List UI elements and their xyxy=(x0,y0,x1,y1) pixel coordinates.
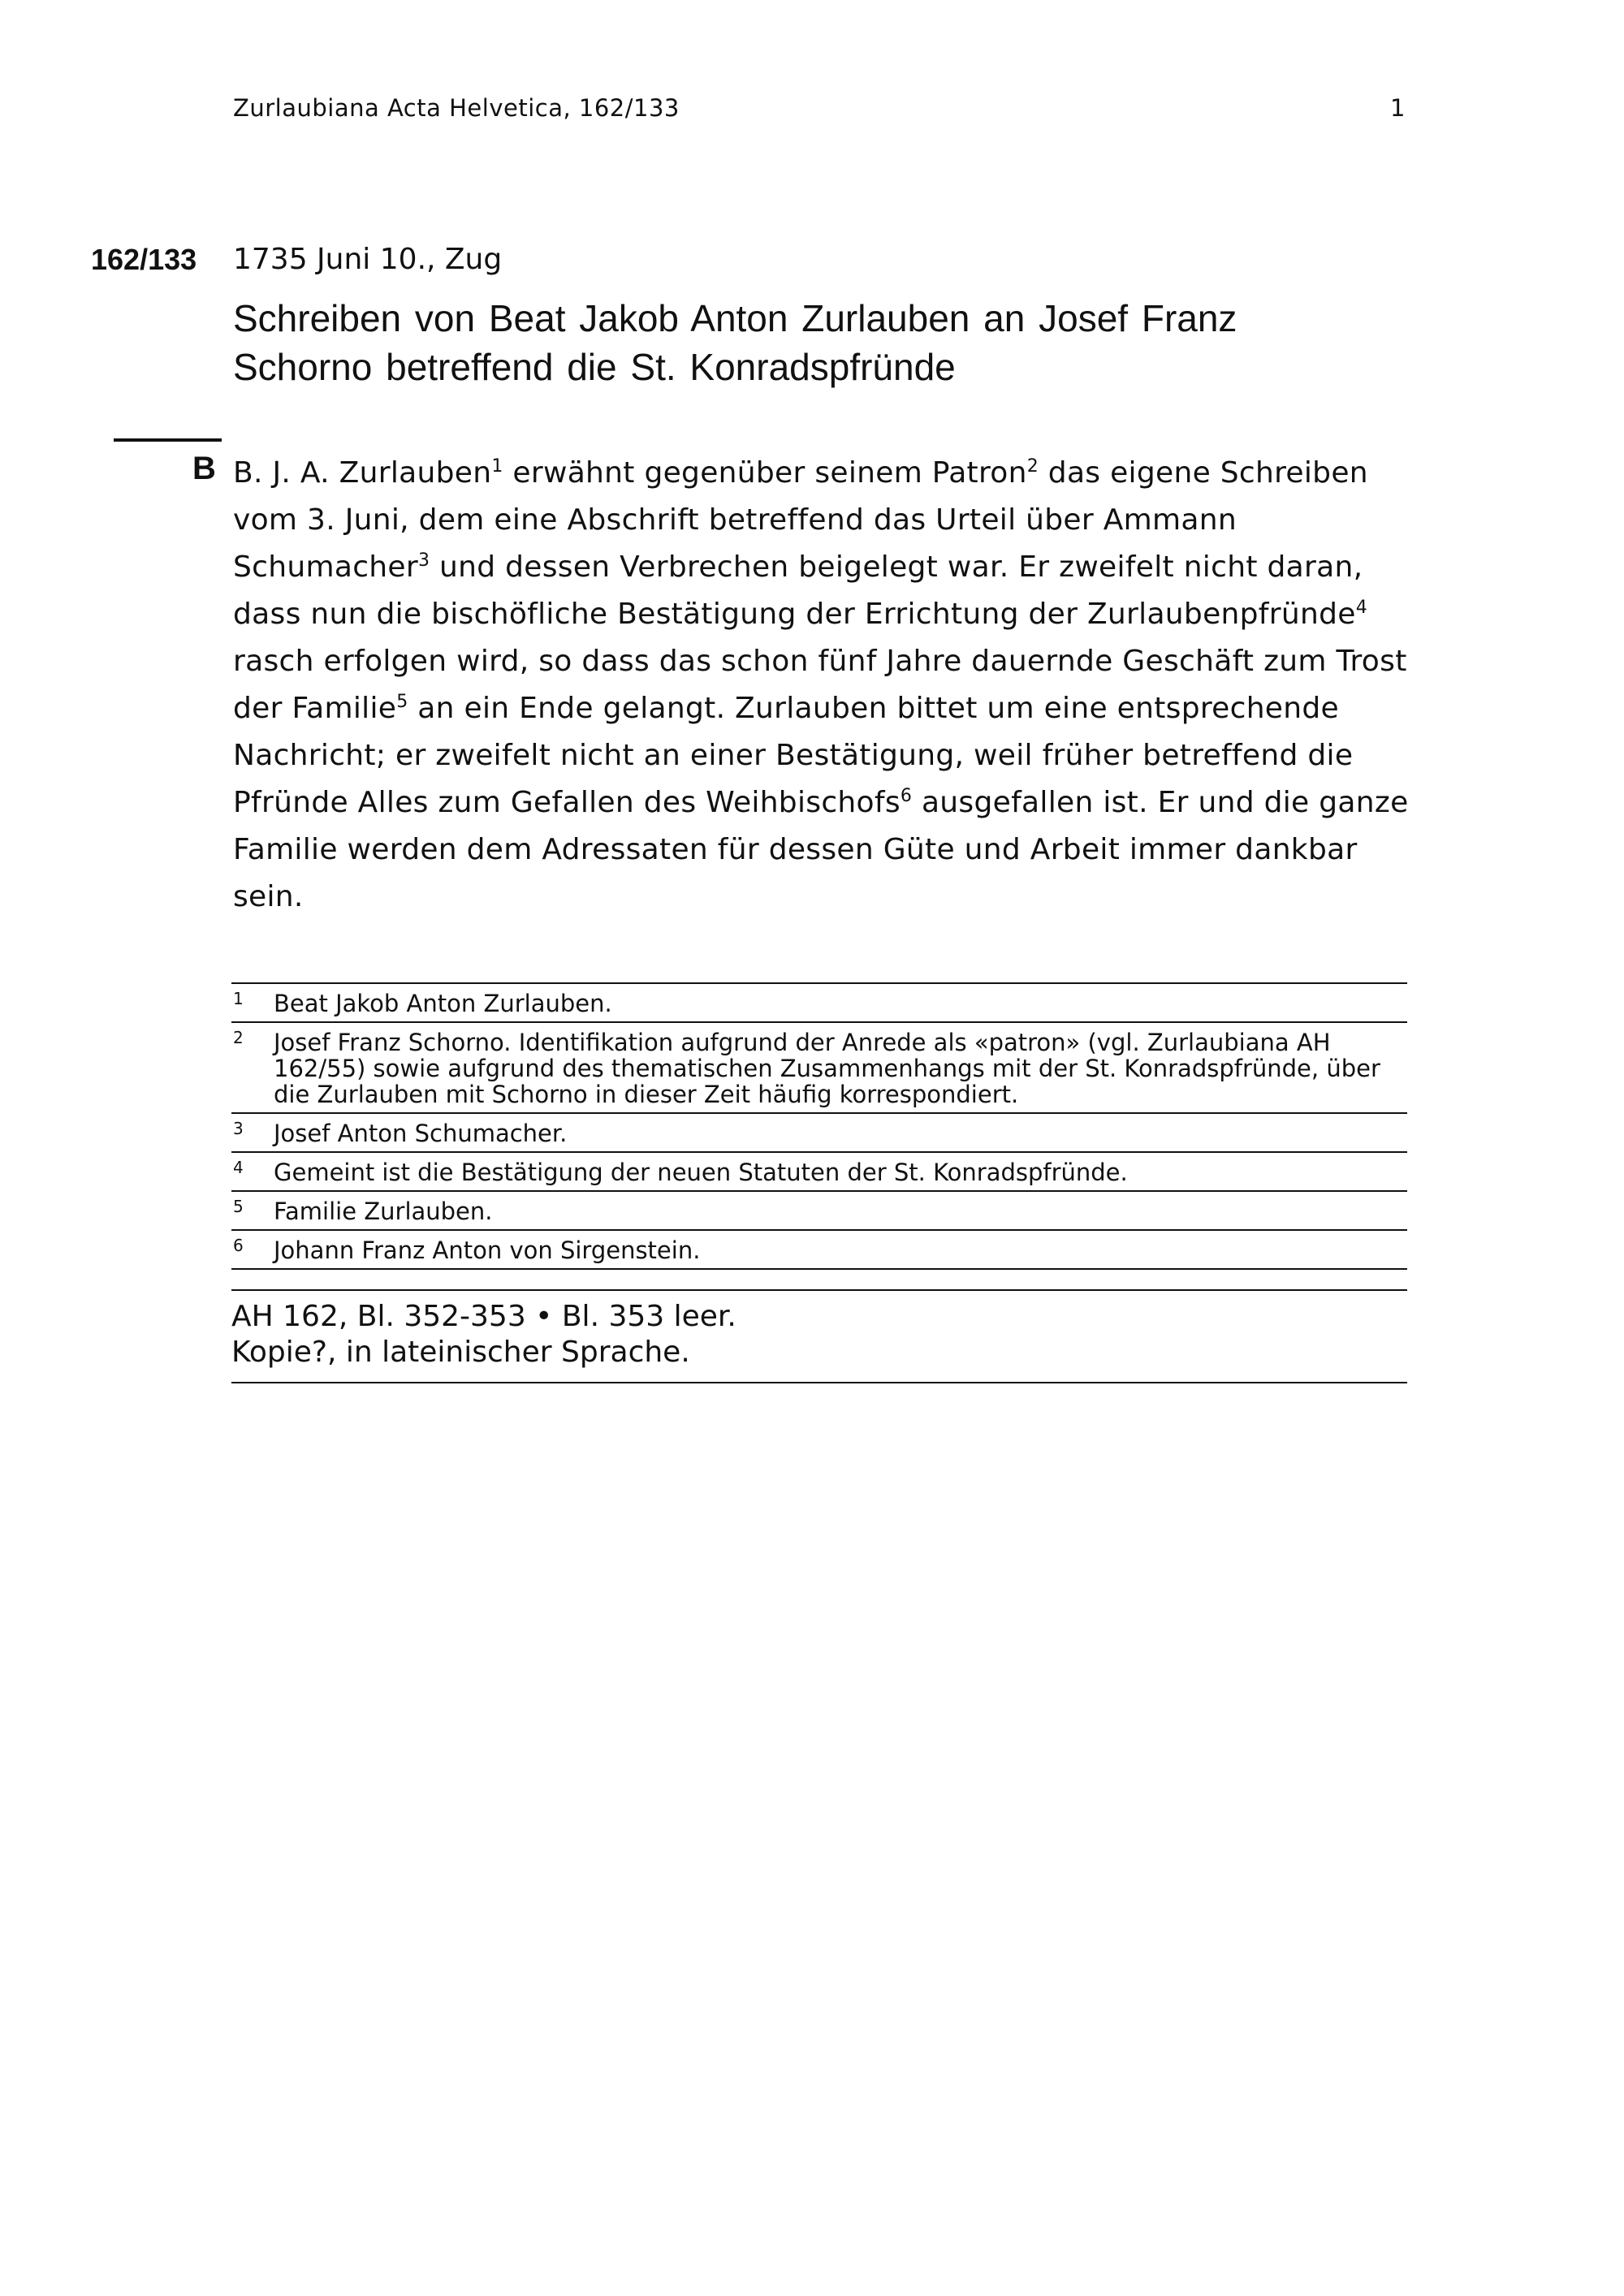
footnote-text: Josef Anton Schumacher. xyxy=(274,1120,568,1147)
regest-segment: und dessen Verbrechen beigelegt war. Er zweifelt nicht daran, dass nun die bischöfliche Bestätigung der Errichtung der Zurlaubenpfründe xyxy=(233,550,1363,631)
regest-text xyxy=(233,450,1419,921)
margin-rule xyxy=(114,438,222,442)
footnote-number: 2 xyxy=(233,1028,244,1047)
source-line-description: Kopie?, in lateinischer Sprache. xyxy=(231,1336,690,1369)
footnote-item xyxy=(231,1231,1407,1270)
document-number: 162/133 xyxy=(91,243,197,276)
footnote-text: Beat Jakob Anton Zurlauben. xyxy=(274,990,612,1017)
footnote-item xyxy=(231,1192,1407,1231)
source-info xyxy=(231,1289,1407,1383)
footnote-ref-6[interactable]: 6 xyxy=(900,786,913,806)
footnote-ref-2[interactable]: 2 xyxy=(1026,456,1039,477)
document-date-place: 1735 Juni 10., Zug xyxy=(233,243,503,276)
footnote-text: Gemeint ist die Bestätigung der neuen Statuten der St. Konradspfründe. xyxy=(274,1159,1128,1186)
footnote-number: 5 xyxy=(233,1197,244,1216)
source-line-archive: AH 162, Bl. 352-353 • Bl. 353 leer. xyxy=(231,1300,736,1333)
footnote-item xyxy=(231,1023,1407,1114)
document-title: Schreiben von Beat Jakob Anton Zurlauben an Josef Franz Schorno betreffend die St. Konradspfründe xyxy=(233,297,1237,388)
regest-segment: rasch erfolgen wird, so dass das schon fünf Jahre dauernde Geschäft zum Trost der Familie xyxy=(233,645,1407,725)
footnote-number: 4 xyxy=(233,1158,244,1177)
footnote-ref-3[interactable]: 3 xyxy=(417,550,430,571)
footnote-ref-4[interactable]: 4 xyxy=(1355,598,1368,618)
footnote-text: Familie Zurlauben. xyxy=(274,1198,493,1225)
page-number: 1 xyxy=(1390,94,1406,122)
footnote-text: Johann Franz Anton von Sirgenstein. xyxy=(274,1236,701,1264)
regest-segment: erwähnt gegenüber seinem Patron xyxy=(503,456,1027,490)
footnote-number: 6 xyxy=(233,1236,244,1255)
regest-segment: an ein Ende gelangt. Zurlauben bittet um eine entsprechende Nachricht; er zweifelt nicht an einer Bestätigung, weil früher betreffend die Pfründe Alles zum Gefallen des Weihbischofs xyxy=(233,692,1354,819)
footnote-text: Josef Franz Schorno. Identifikation aufgrund der Anrede als «patron» (vgl. Zurlaubiana AH 162/55) sowie aufgrund des thematischen Zusammenhangs mit der St. Konradspfründe, über die Zurlauben mit Schorno in dieser Zeit häufig korrespondiert. xyxy=(274,1029,1380,1108)
footnote-number: 3 xyxy=(233,1119,244,1138)
footnote-number: 1 xyxy=(233,989,244,1008)
footnote-ref-1[interactable]: 1 xyxy=(491,456,503,477)
footnote-ref-5[interactable]: 5 xyxy=(396,692,408,712)
footnote-item xyxy=(231,1153,1407,1192)
regest-segment: B. J. A. Zurlauben xyxy=(233,456,492,490)
regest-segment: das eigene Schreiben vom 3. Juni, dem eine Abschrift betreffend das Urteil über Ammann Schumacher xyxy=(233,456,1368,584)
footnotes-list xyxy=(231,982,1407,1270)
running-header: Zurlaubiana Acta Helvetica, 162/133 xyxy=(233,94,680,122)
footnote-item xyxy=(231,1114,1407,1153)
regest-segment: ausgefallen ist. Er und die ganze Familie werden dem Adressaten für dessen Güte und Arbeit immer dankbar sein. xyxy=(233,786,1409,913)
footnote-item xyxy=(231,984,1407,1023)
section-marker: B xyxy=(192,451,216,486)
